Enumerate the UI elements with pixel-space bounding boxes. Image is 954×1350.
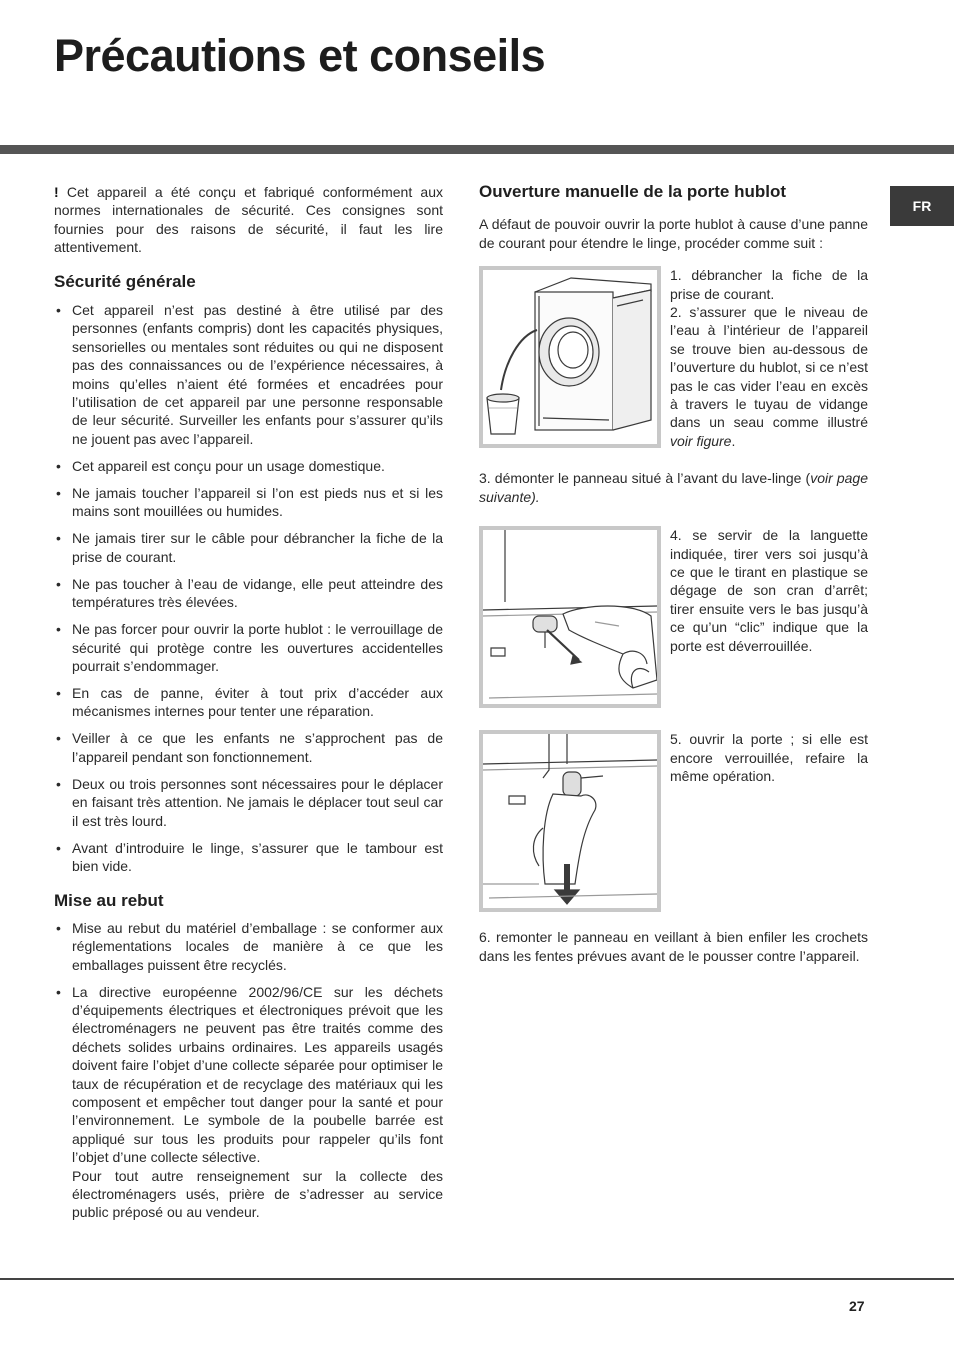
page-title: Précautions et conseils: [54, 30, 546, 81]
tab-pull-illustration: [483, 530, 657, 704]
step-3-text: 3. démonter le panneau situé à l’avant du lave-linge (: [479, 470, 811, 487]
step-2-end: .: [731, 432, 736, 449]
intro-paragraph: [54, 183, 443, 257]
list-item: • Ne jamais toucher l’appareil si l’on est pieds nus et si les mains sont mouillées ou humides.: [54, 484, 443, 521]
safety-heading: Sécurité générale: [54, 271, 196, 291]
list-item: • Ne pas forcer pour ouvrir la porte hublot : le verrouillage de sécurité qui protège contre les ouvertures accidentelles pourrait s’endommager.: [54, 620, 443, 675]
disposal-list: [54, 919, 443, 1222]
step-4-row: [479, 526, 868, 708]
list-item: • Ne jamais tirer sur le câble pour débrancher la fiche de la prise de courant.: [54, 529, 443, 566]
disposal-directive-text: La directive européenne 2002/96/CE sur les déchets d’équipements électriques et électroniques prévoit que les électroménagers ne peuvent pas être traités comme des déchets solides urbains ordinaires. Les appareils usagés doivent faire l’objet d’une collecte séparée pour optimiser le taux de récupération et de recyclage des matériaux qui les composent et empêcher tout danger pour la santé et pour l’environnement. Le symbole de la poubelle barrée est appliqué sur tous les produits pour rappeler qu’ils font l’objet d’une collecte sélective.: [72, 983, 443, 1166]
list-item: • Cet appareil n’est pas destiné à être utilisé par des personnes (enfants compris) dont les capacités physiques, sensorielles ou mentales sont réduites ou qui ne disposent pas des connaissances ou de l’expérience nécessaires, à moins qu’elles n’aient été formées et encadrées pour l’utilisation de cet appareil par une personne responsable de leur sécurité. Surveiller les enfants pour s’assurer qu’ils ne jouent pas avec l’appareil.: [54, 301, 443, 448]
tab-pull-down-illustration: [483, 734, 657, 908]
warning-mark: !: [54, 184, 59, 200]
step-5-text: [670, 730, 868, 785]
list-item: • En cas de panne, éviter à tout prix d’accéder aux mécanismes internes pour tenter une réparation.: [54, 684, 443, 721]
intro-text: Cet appareil a été conçu et fabriqué conformément aux normes internationales de sécurité. Ces consignes sont fournies pour des raisons de sécurité, il faut les lire attentivement.: [54, 184, 443, 256]
language-tab: FR: [890, 186, 954, 226]
step-2: [670, 303, 868, 450]
list-item: • Cet appareil est conçu pour un usage domestique.: [54, 457, 443, 475]
step-1-2-row: [479, 266, 868, 450]
step-5-row: [479, 730, 868, 912]
step-4: 4. se servir de la languette indiquée, tirer vers soi jusqu’à ce que le tirant en plastique se dégage de son cran d’arrêt; tirer ensuite vers le bas jusqu’à ce qu’un “clic” indique que la porte est déverrouillée.: [670, 527, 868, 654]
door-opening-intro: A défaut de pouvoir ouvrir la porte hublot à cause d’une panne de courant pour étendre le linge, procéder comme suit :: [479, 216, 868, 251]
list-item: • Veiller à ce que les enfants ne s’approchent pas de l’appareil pendant son fonctionnement.: [54, 729, 443, 766]
step-1: 1. débrancher la fiche de la prise de courant.: [670, 267, 868, 302]
washing-machine-drain-illustration: [483, 270, 657, 444]
right-column: [479, 183, 868, 965]
list-item: • Mise au rebut du matériel d’emballage : se conformer aux réglementations locales de manière à ce que les emballages puissent être recyclés.: [54, 919, 443, 974]
list-item: • Avant d’introduire le linge, s’assurer que le tambour est bien vide.: [54, 839, 443, 876]
step-4-text: [670, 526, 868, 655]
disposal-heading: Mise au rebut: [54, 891, 164, 911]
list-item: [54, 983, 443, 1222]
door-opening-heading: Ouverture manuelle de la porte hublot: [479, 182, 786, 201]
disposal-contact-text: Pour tout autre renseignement sur la collecte des électroménagers usés, prière de s’adresser au service public préposé ou au vendeur.: [72, 1167, 443, 1221]
step-6: 6. remonter le panneau en veillant à bien enfiler les crochets dans les fentes prévues avant de le pousser contre l’appareil.: [479, 929, 868, 964]
step-5: 5. ouvrir la porte ; si elle est encore verrouillée, refaire la même opération.: [670, 731, 868, 784]
washing-machine-drain-figure: [479, 266, 661, 448]
footer-rule: [0, 1278, 954, 1280]
step-3-reference: voir page suivante).: [479, 470, 868, 505]
left-column: [54, 183, 443, 1230]
tab-pull-down-figure: [479, 730, 661, 912]
steps-1-2-text: [670, 266, 868, 450]
list-item: • Ne pas toucher à l’eau de vidange, elle peut atteindre des températures très élevées.: [54, 575, 443, 612]
list-item: • Deux ou trois personnes sont nécessaires pour le déplacer en faisant très attention. Ne jamais le déplacer tout seul car il est très lourd.: [54, 775, 443, 830]
page-number: 27: [849, 1298, 865, 1314]
safety-list: [54, 301, 443, 875]
step-2-text: 2. s’assurer que le niveau de l’eau à l’intérieur de l’appareil se trouve bien au-dessous de l’ouverture du hublot, si ce n’est pas le cas vider l’eau en excès à travers le tuyau de vidange dans un seau comme illustré: [670, 304, 868, 431]
tab-pull-figure: [479, 526, 661, 708]
step-2-reference: voir figure: [670, 432, 732, 449]
step-3: [479, 469, 868, 506]
header-rule: [0, 145, 954, 154]
